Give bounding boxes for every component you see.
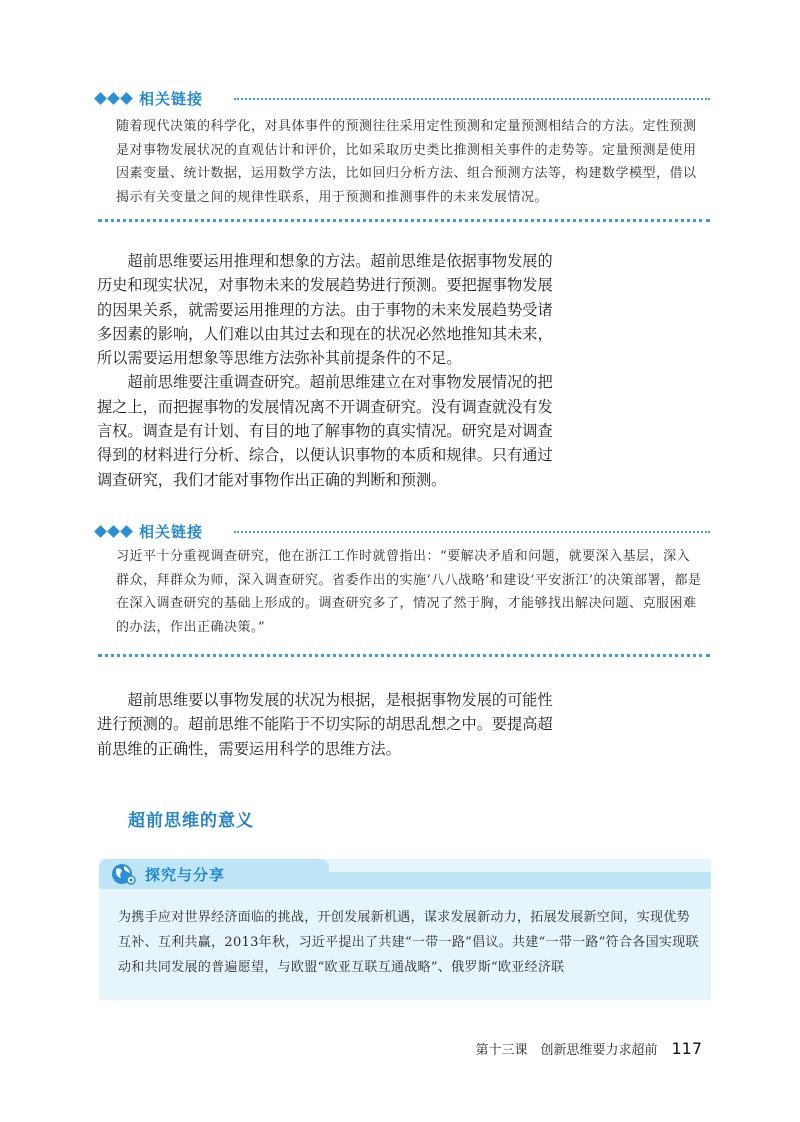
related-links-text-1: 随着现代决策的科学化，对具体事件的预测往往采用定性预测和定量预测相结合的方法。定性预测是对事物发展状况的直观估计和评价，比如采取历史类比推测相关事件的走势等。定量预测是使用因素变量、统计数据，运用数学方法，比如回归分析方法、组合预测方法等，构建数学模型，借以揭示有关变量之间的规律性联系，用于预测和推测事件的未来发展情况。: [116, 119, 697, 205]
dotted-divider: [98, 219, 710, 222]
explore-share-title: 探究与分享: [145, 866, 226, 884]
paragraph: 超前思维要运用推理和想象的方法。超前思维是依据事物发展的历史和现实状况，对事物未来的发展趋势进行预测。要把握事物发展的因果关系，就需要运用推理的方法。由于事物的未来发展趋势受诸多因素的影响，人们难以由其过去和现在的状况必然地推知其未来，所以需要运用想象等思维方法弥补其前提条件的不足。: [97, 252, 553, 368]
related-links-title-1: 相关链接: [139, 89, 204, 108]
globe-share-icon: [110, 861, 136, 887]
related-links-text-2: 习近平十分重视调查研究，他在浙江工作时就曾指出：“要解决矛盾和问题，就要深入基层，深入群众，拜群众为师，深入调查研究。省委作出的实施‘八八战略’和建设‘平安浙江’的决策部署，都是在深入调查研究的基础上形成的。调查研究多了，情况了然于胸，才能够找出解决问题、克服困难的办法，作出正确决策。”: [116, 549, 702, 635]
dotted-divider: [234, 531, 710, 533]
body-section-2: [97, 688, 557, 761]
paragraph: 超前思维要注重调查研究。超前思维建立在对事物发展情况的把握之上，而把握事物的发展情况离不开调查研究。没有调查就没有发言权。调查是有计划、有目的地了解事物的真实情况。研究是对调查得到的材料进行分析、综合，以便认识事物的本质和规律。只有通过调查研究，我们才能对事物作出正确的判断和预测。: [97, 373, 553, 489]
body-section-1: [97, 249, 557, 492]
section-title: 超前思维的意义: [128, 811, 254, 831]
chapter-title: 第十三课 创新思维要力求超前: [475, 1043, 658, 1058]
related-links-header-1: [96, 89, 203, 107]
page-footer: [475, 1039, 702, 1058]
diamond-bullets-icon: [96, 94, 131, 103]
dotted-divider: [234, 98, 710, 100]
diamond-bullets-icon: [96, 527, 131, 536]
explore-share-text: 为携手应对世界经济面临的挑战，开创发展新机遇，谋求发展新动力，拓展发展新空间，实现优势互补、互利共赢，2013年秋，习近平提出了共建“一带一路”倡议。共建“一带一路”符合各国实现联动和共同发展的普遍愿望，与欧盟“欧亚互联互通战略”、俄罗斯“欧亚经济联: [118, 910, 699, 975]
dotted-divider: [98, 654, 710, 657]
paragraph: 超前思维要以事物发展的状况为根据，是根据事物发展的可能性进行预测的。超前思维不能陷于不切实际的胡思乱想之中。要提高超前思维的正确性，需要运用科学的思维方法。: [97, 691, 553, 758]
page-number: 117: [671, 1039, 702, 1058]
related-links-title-2: 相关链接: [139, 522, 204, 541]
related-links-header-2: [96, 522, 203, 540]
